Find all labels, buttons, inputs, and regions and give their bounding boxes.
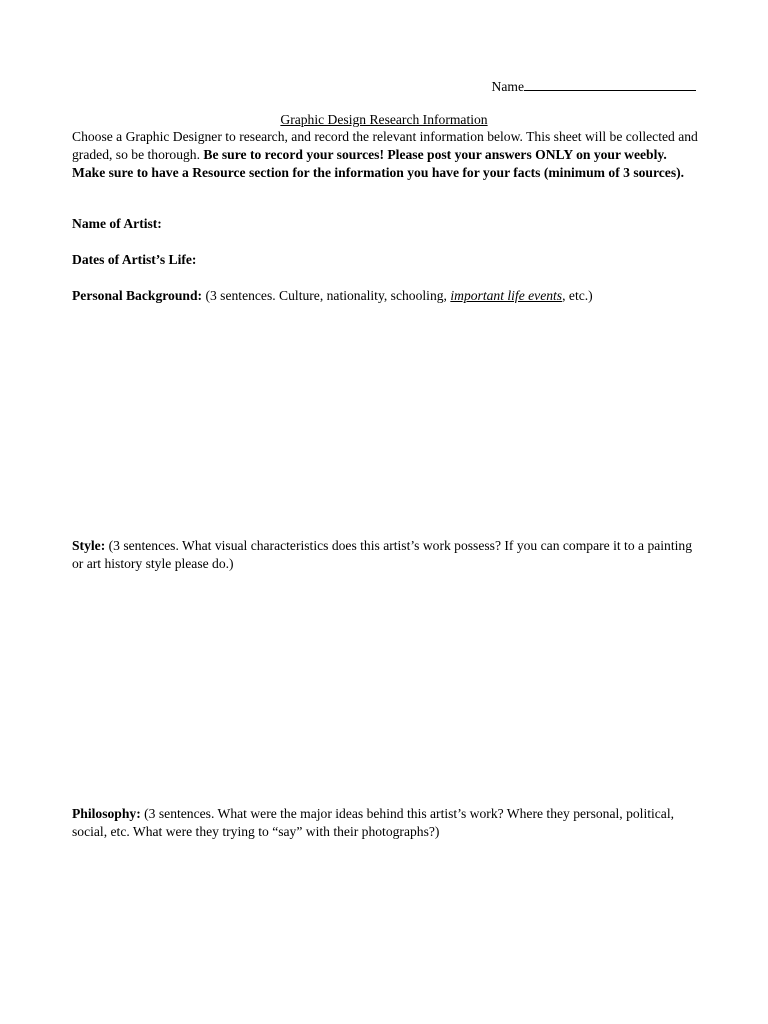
important-life-events-text: important life events: [450, 288, 563, 303]
instructions-paragraph: [72, 128, 698, 183]
personal-background-label: Personal Background:: [72, 288, 203, 303]
name-line: [492, 76, 696, 96]
personal-background-desc: (3 sentences. Culture, nationality, schooling,: [202, 288, 451, 303]
style-prompt: [72, 537, 698, 573]
philosophy-prompt: [72, 805, 698, 841]
instructions-bold-text: Be sure to record your sources! Please post your answers ONLY on your weebly. Make sure to have a Resource section for the information you have for your facts (minimum of 3 sources).: [72, 147, 685, 181]
name-label: Name: [491, 79, 524, 94]
instructions-text: Choose a Graphic Designer to research, and record the relevant information below. This sheet will be collected and graded, so be thorough.: [72, 129, 698, 163]
philosophy-label: Philosophy:: [72, 806, 141, 821]
style-desc: (3 sentences. What visual characteristics does this artist’s work possess? If you can compare it to a painting or art history style please do.): [72, 538, 692, 572]
philosophy-desc: (3 sentences. What were the major ideas behind this artist’s work? Where they personal, political, social, etc. What were they trying to “say” with their photographs?): [72, 806, 675, 840]
worksheet-title: Graphic Design Research Information: [280, 112, 488, 127]
personal-background-prompt: [72, 287, 698, 305]
name-blank-line: [524, 76, 696, 91]
style-label: Style:: [72, 538, 106, 553]
name-of-artist-label: Name of Artist:: [72, 216, 162, 231]
dates-of-life-label: Dates of Artist’s Life:: [72, 252, 197, 267]
personal-background-desc-end: , etc.): [562, 288, 593, 303]
